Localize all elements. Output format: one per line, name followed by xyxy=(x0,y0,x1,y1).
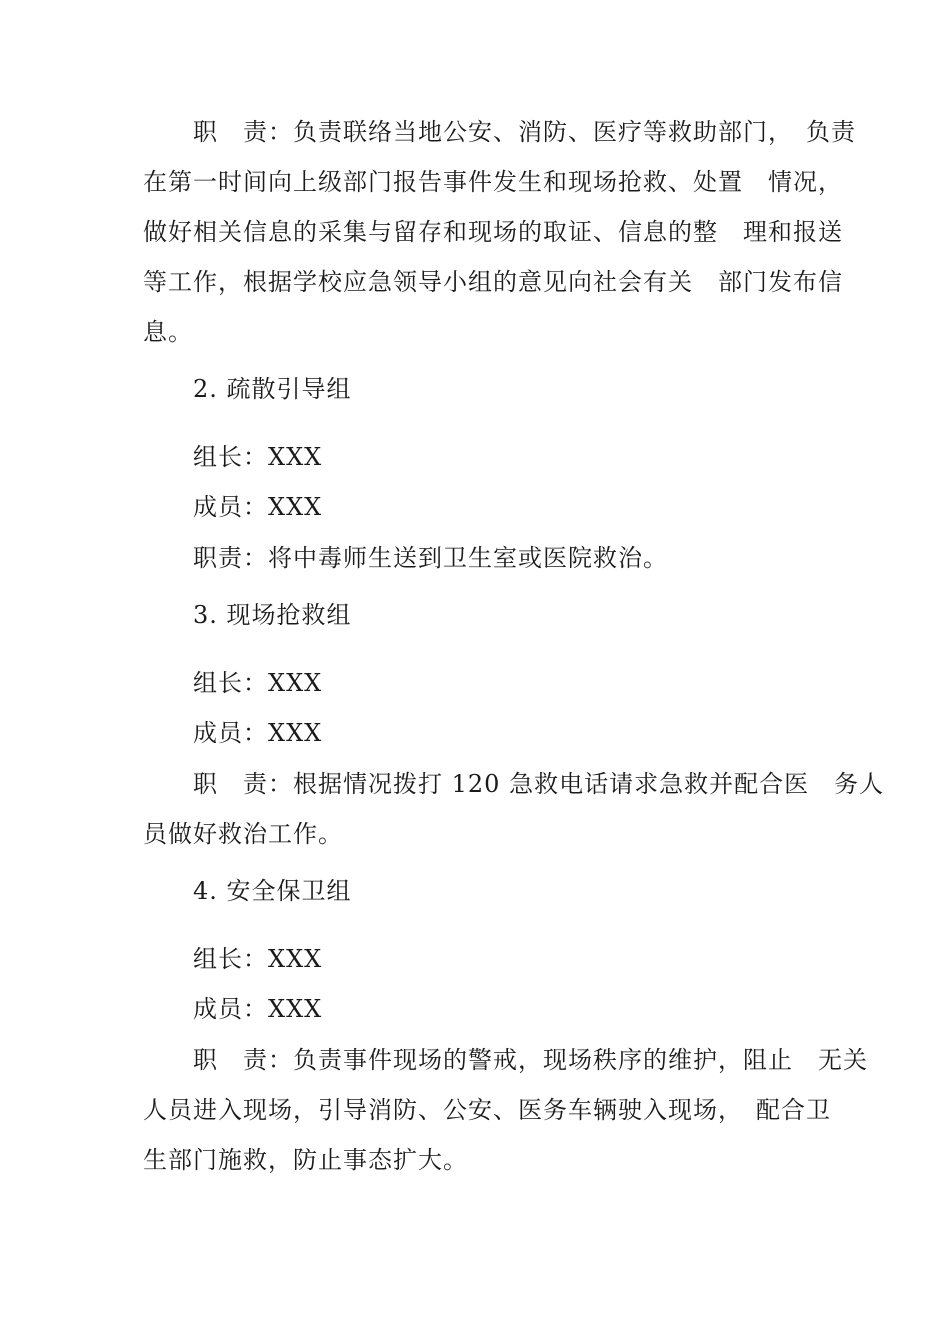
group-leader-rescue: 组长：XXX xyxy=(193,669,323,697)
duty-rescue-line-1: 职 责：根据情况拨打 120 急救电话请求急救并配合医 务人 xyxy=(193,770,885,798)
duty-security-line-2: 人员进入现场，引导消防、公安、医务车辆驶入现场， 配合卫 xyxy=(143,1096,831,1124)
duty-rescue-line-2: 员做好救治工作。 xyxy=(143,820,343,848)
duty-paragraph-1-line-3: 做好相关信息的采集与留存和现场的取证、信息的整 理和报送 xyxy=(143,218,843,246)
section-heading-evacuation: 2. 疏散引导组 xyxy=(193,375,352,403)
duty-paragraph-1-line-4: 等工作，根据学校应急领导小组的意见向社会有关 部门发布信 xyxy=(143,268,843,296)
duty-security-line-3: 生部门施救，防止事态扩大。 xyxy=(143,1146,468,1174)
group-members-security: 成员：XXX xyxy=(193,995,323,1023)
group-members-rescue: 成员：XXX xyxy=(193,719,323,747)
duty-security-line-1: 职 责：负责事件现场的警戒，现场秩序的维护，阻止 无关 xyxy=(193,1046,868,1074)
group-leader-evacuation: 组长：XXX xyxy=(193,443,323,471)
duty-paragraph-1-line-1: 职 责：负责联络当地公安、消防、医疗等救助部门， 负责 xyxy=(193,118,856,146)
group-members-evacuation: 成员：XXX xyxy=(193,493,323,521)
group-leader-security: 组长：XXX xyxy=(193,945,323,973)
section-heading-rescue: 3. 现场抢救组 xyxy=(193,601,352,629)
duty-paragraph-1-line-2: 在第一时间向上级部门报告事件发生和现场抢救、处置 情况， xyxy=(143,168,843,196)
duty-paragraph-1-line-5: 息。 xyxy=(143,318,193,346)
duty-evacuation: 职责：将中毒师生送到卫生室或医院救治。 xyxy=(193,544,668,572)
section-heading-security: 4. 安全保卫组 xyxy=(193,877,352,905)
